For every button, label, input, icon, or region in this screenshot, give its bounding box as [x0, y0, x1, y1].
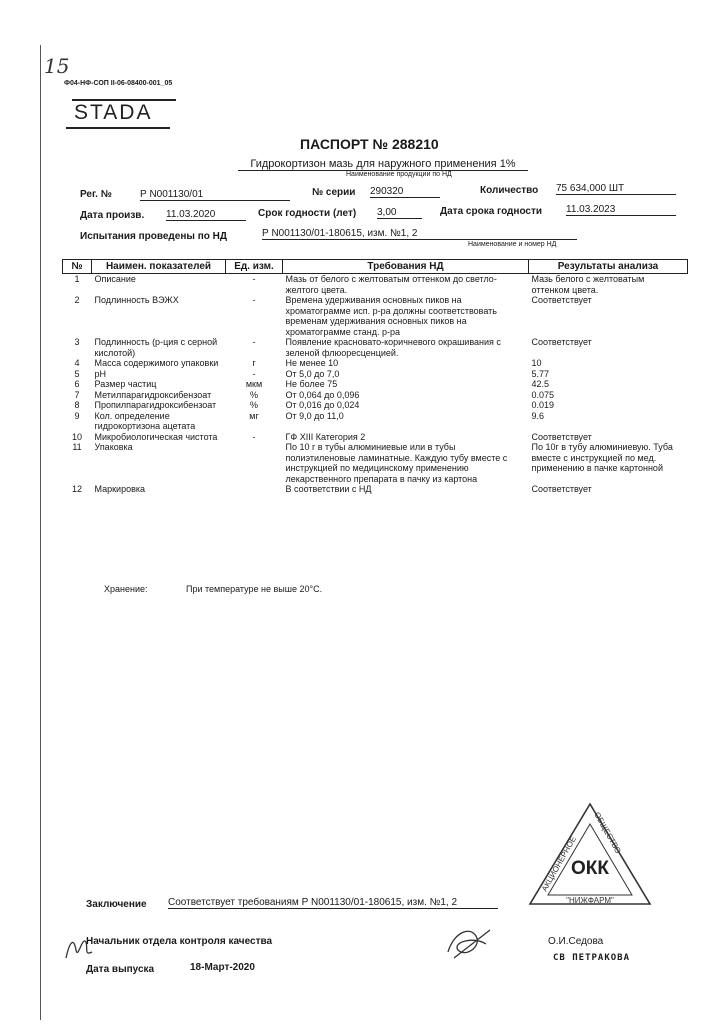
handwritten-page-number: 15 [44, 54, 70, 78]
row-requirement: Мазь от белого с желтоватым оттенком до светло-желтого цвета. [285, 274, 497, 295]
row-requirement: В соответствии с НД [285, 484, 372, 494]
expiry-label: Дата срока годности [440, 206, 543, 217]
row-number: 7 [74, 389, 80, 400]
row-indicator: Описание [94, 274, 136, 284]
row-result: 42.5 [531, 379, 550, 389]
row-unit: - [252, 431, 256, 442]
row-indicator: Кол. определение гидрокортизона ацетата [94, 410, 196, 431]
row-result: 0.019 [531, 400, 555, 410]
row-indicator: Метилпарагидроксибензоат [94, 389, 212, 400]
series-label: № серии [312, 187, 356, 198]
row-unit: - [252, 337, 256, 347]
table-row [63, 390, 688, 401]
row-indicator: Микробиологическая чистота [94, 431, 218, 442]
row-requirement: Не менее 10 [285, 358, 339, 368]
row-result: Соответствует [531, 337, 592, 347]
second-signatory: СВ ПЕТРАКОВА [553, 953, 631, 963]
col-header-requirements: Требования НД [283, 260, 529, 274]
conclusion-label: Заключение [86, 899, 147, 910]
passport-title: ПАСПОРТ № 288210 [300, 136, 439, 152]
table-row [63, 358, 688, 369]
row-result: Соответствует [531, 484, 592, 494]
row-requirement: От 9,0 до 11,0 [285, 410, 344, 421]
row-result: 5.77 [531, 368, 550, 379]
tests-label: Испытания проведены по НД [80, 231, 227, 242]
company-stamp [528, 800, 653, 910]
table-row [63, 400, 688, 411]
qty-value: 75 634,000 ШТ [556, 183, 676, 195]
row-unit: - [252, 295, 256, 305]
row-indicator: Пропилпарагидроксибензоат [94, 400, 217, 410]
document-code: Ф04-НФ-СОП II-06-08400-001_05 [64, 80, 173, 87]
stamp-top-text: АКЦИОНЕРНОЕ [539, 834, 579, 893]
row-unit: % [249, 389, 258, 400]
row-unit: мг [249, 410, 259, 421]
product-name: Гидрокортизон мазь для наружного применения 1% [238, 158, 528, 171]
table-row [63, 369, 688, 380]
col-header-results: Результаты анализа [529, 260, 688, 274]
row-requirement: По 10 г в тубы алюминиевые или в тубы полиэтиленовые ламинатные. Каждую тубу вместе с инструкцией по медицинскому применению лекарственного препарата в пачку из картона [285, 442, 508, 484]
row-result: Мазь белого с желтоватым оттенком цвета. [531, 274, 645, 295]
row-result: Соответствует [531, 431, 592, 442]
tests-caption: Наименование и номер НД [468, 241, 557, 248]
row-unit: мкм [245, 379, 263, 389]
row-result: По 10г в тубу алюминиевую. Туба вместе с инструкцией по мед. применению в пачке картонной [531, 442, 673, 473]
reg-label: Рег. № [80, 189, 112, 200]
row-unit [226, 442, 283, 484]
row-number: 10 [71, 431, 82, 442]
table-row [63, 379, 688, 390]
row-number: 8 [74, 400, 80, 410]
row-requirement: Времена удерживания основных пиков на хроматограмме исп. р-ра должны соответствовать временам удерживания основных пиков на хроматограмме станд. р-ра [285, 295, 497, 337]
signature [440, 922, 500, 966]
prod-date-label: Дата произв. [80, 210, 145, 221]
shelf-life-value: 3,00 [377, 207, 422, 219]
row-number: 12 [71, 484, 82, 494]
row-indicator: Подлинность (р-ция с серной кислотой) [94, 337, 218, 358]
col-header-unit: Ед. изм. [226, 260, 283, 274]
storage-value: При температуре не выше 20°С. [186, 584, 323, 594]
row-indicator: pH [94, 368, 107, 379]
row-indicator: Масса содержимого упаковки [94, 358, 219, 368]
series-value: 290320 [370, 186, 440, 198]
stamp-center-text: ОКК [571, 858, 609, 879]
row-number: 6 [74, 379, 80, 389]
prod-date-value: 11.03.2020 [166, 209, 246, 221]
row-unit: г [252, 358, 256, 368]
table-row [63, 432, 688, 443]
stada-logo: STADA [62, 92, 182, 132]
row-number: 9 [74, 410, 80, 421]
row-requirement: Не более 75 [285, 379, 338, 389]
table-row [63, 484, 688, 495]
row-requirement: От 0,064 до 0,096 [285, 389, 360, 400]
row-indicator: Подлинность ВЭЖХ [94, 295, 179, 305]
row-indicator: Упаковка [94, 442, 133, 452]
table-row [63, 411, 688, 432]
row-unit: - [252, 274, 256, 284]
release-date-value: 18-Март-2020 [190, 962, 255, 973]
col-header-indicator: Наимен. показателей [92, 260, 226, 274]
head-qc-label: Начальник отдела контроля качества [86, 936, 273, 947]
release-date-label: Дата выпуска [86, 964, 155, 975]
row-result: 10 [531, 358, 542, 368]
reg-value: Р N001130/01 [140, 189, 290, 201]
row-requirement: Появление красновато-коричневого окрашивания с зеленой флюоресценцией. [285, 337, 501, 358]
table-header-row [63, 260, 688, 274]
row-requirement: ГФ XIII Категория 2 [285, 431, 366, 442]
row-number: 2 [74, 295, 80, 305]
head-qc-name: О.И.Седова [548, 936, 604, 947]
row-unit [226, 484, 283, 495]
row-result: 9.6 [531, 410, 545, 421]
row-unit: - [252, 368, 256, 379]
qty-label: Количество [480, 185, 539, 196]
row-number: 5 [74, 368, 80, 379]
row-indicator: Размер частиц [94, 379, 157, 389]
col-header-number: № [63, 260, 92, 274]
tests-value: Р N001130/01-180615, изм. №1, 2 [262, 228, 577, 240]
table-row [63, 274, 688, 296]
row-result: Соответствует [531, 295, 592, 305]
row-indicator: Маркировка [94, 484, 146, 494]
row-number: 4 [74, 358, 80, 368]
expiry-value: 11.03.2023 [566, 204, 676, 216]
row-number: 11 [72, 442, 82, 452]
stamp-right-text: ОБЩЕСТВО [592, 810, 623, 856]
row-requirement: От 0,016 до 0,024 [285, 400, 360, 410]
table-row [63, 295, 688, 337]
stamp-bottom-text: "НИЖФАРМ" [566, 896, 614, 905]
table-row [63, 442, 688, 484]
conclusion-value: Соответствует требованиям Р N001130/01-180615, изм. №1, 2 [168, 897, 498, 909]
row-number: 3 [74, 337, 80, 347]
row-number: 1 [74, 274, 80, 284]
test-results-table [62, 259, 688, 495]
row-result: 0.075 [531, 389, 555, 400]
row-unit: % [249, 400, 258, 410]
table-row [63, 337, 688, 358]
page-left-border [40, 45, 41, 1020]
product-caption: Наименование продукции по НД [346, 171, 452, 178]
storage-label: Хранение: [104, 584, 148, 594]
shelf-life-label: Срок годности (лет) [258, 208, 357, 219]
row-requirement: От 5,0 до 7,0 [285, 368, 340, 379]
